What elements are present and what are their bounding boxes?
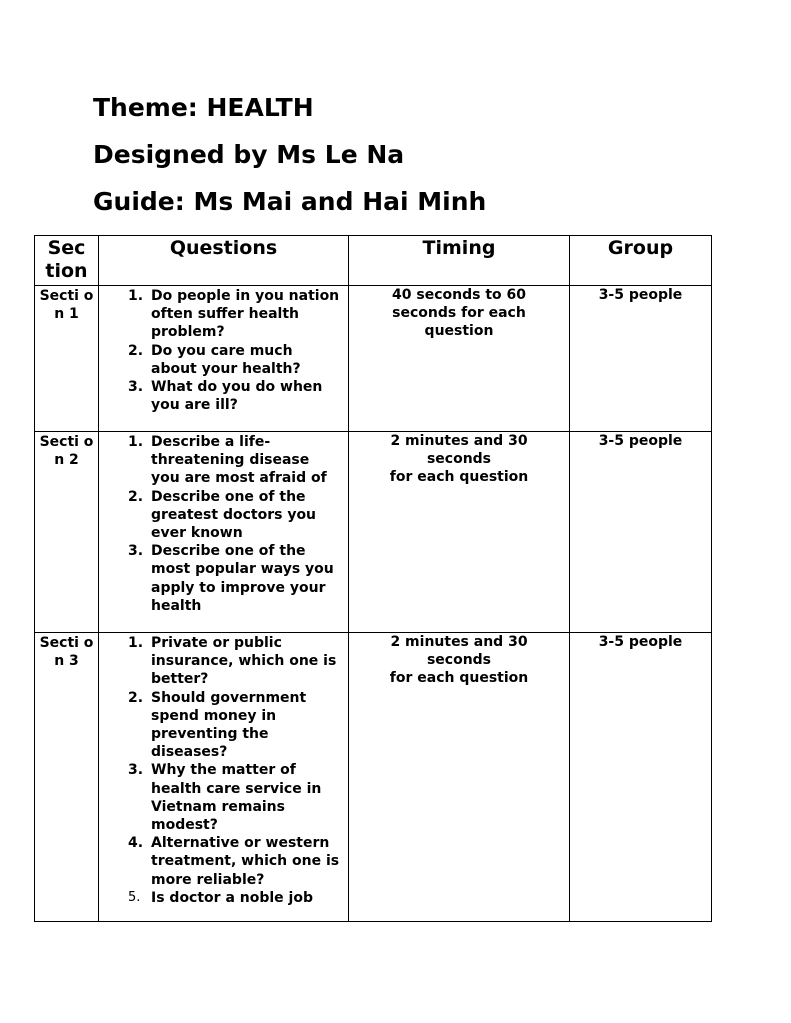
question-list — [99, 432, 348, 615]
question-number: 2. — [128, 342, 144, 359]
questions-cell — [99, 286, 349, 432]
questions-cell — [99, 633, 349, 922]
list-item — [99, 433, 348, 488]
list-item — [99, 761, 348, 834]
group-text: 3-5 people — [598, 287, 683, 303]
list-item — [99, 287, 348, 342]
group-cell — [570, 432, 712, 633]
question-number: 3. — [128, 543, 144, 560]
question-number: 4. — [128, 835, 144, 852]
question-text: Alternative or western treatment, which one is more reliable? — [151, 835, 340, 888]
timing-text: for each question — [389, 670, 529, 686]
question-text: Private or public insurance, which one is better? — [151, 635, 337, 688]
timing-text: 2 minutes and 30 seconds — [390, 433, 528, 467]
timing-text: for each question — [389, 469, 529, 485]
schedule-table — [34, 235, 712, 922]
question-list — [99, 286, 348, 414]
section-label: Secti on 3 — [39, 635, 94, 669]
question-number: 3. — [128, 379, 144, 396]
list-item — [99, 342, 348, 378]
timing-cell — [349, 286, 570, 432]
question-text: Do people in you nation often suffer health problem? — [151, 288, 340, 341]
group-cell — [570, 633, 712, 922]
question-number: 3. — [128, 762, 144, 779]
header-section: Sec tion — [35, 236, 99, 286]
question-text: Describe one of the greatest doctors you ever known — [151, 488, 317, 542]
list-item — [99, 542, 348, 615]
list-item — [99, 488, 348, 543]
timing-text: 2 minutes and 30 seconds — [390, 634, 528, 668]
questions-cell — [99, 432, 349, 633]
group-cell — [570, 286, 712, 432]
section-label: Secti on 1 — [39, 288, 94, 322]
question-text: What do you do when you are ill? — [151, 379, 323, 414]
header-timing: Timing — [349, 236, 570, 286]
theme-heading: Theme: HEALTH — [93, 93, 314, 122]
question-number: 5. — [128, 889, 141, 905]
question-text: Describe one of the most popular ways you apply to improve your health — [151, 543, 334, 614]
table-header-row — [35, 236, 712, 286]
section-cell — [35, 432, 99, 633]
question-number: 2. — [128, 488, 144, 505]
section-label: Secti on 2 — [39, 434, 94, 468]
question-number: 1. — [128, 288, 144, 304]
list-item — [99, 378, 348, 414]
question-number: 1. — [128, 635, 144, 651]
section-cell — [35, 286, 99, 432]
header-questions: Questions — [99, 236, 349, 286]
table-row — [35, 633, 712, 922]
list-item — [99, 889, 348, 907]
list-item — [99, 834, 348, 889]
question-text: Do you care much about your health? — [151, 342, 301, 377]
group-text: 3-5 people — [598, 433, 683, 449]
table-row — [35, 286, 712, 432]
question-list — [99, 633, 348, 907]
list-item — [99, 634, 348, 689]
guide-heading: Guide: Ms Mai and Hai Minh — [93, 187, 487, 216]
header-group: Group — [570, 236, 712, 286]
group-text: 3-5 people — [598, 634, 683, 650]
timing-cell — [349, 432, 570, 633]
list-item — [99, 689, 348, 762]
question-text: Should government spend money in preventing the diseases? — [151, 689, 307, 761]
question-number: 1. — [128, 434, 144, 450]
timing-text: 40 seconds to 60 seconds for each question — [392, 287, 526, 339]
section-cell — [35, 633, 99, 922]
question-text: Is doctor a noble job — [151, 889, 313, 906]
question-text: Why the matter of health care service in Vietnam remains modest? — [151, 762, 322, 834]
timing-cell — [349, 633, 570, 922]
question-number: 2. — [128, 689, 144, 706]
designer-heading: Designed by Ms Le Na — [93, 140, 405, 169]
question-text: Describe a life-threatening disease you are most afraid of — [151, 434, 327, 487]
table-row — [35, 432, 712, 633]
